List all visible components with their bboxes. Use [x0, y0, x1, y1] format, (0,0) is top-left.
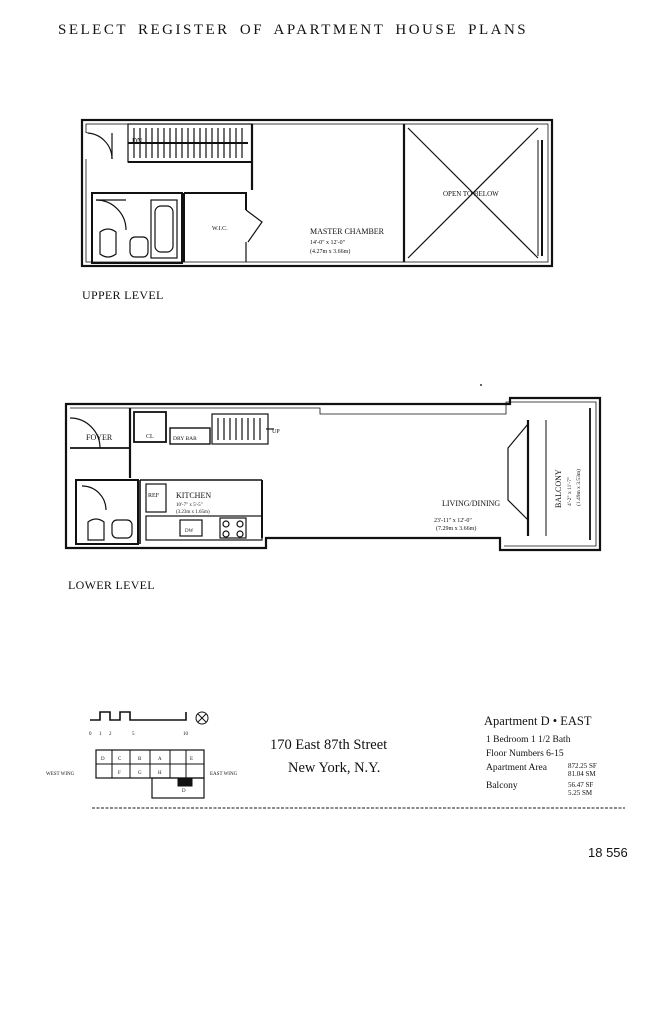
scale-tick-3: 5 [132, 732, 135, 737]
apartment-name: Apartment D • EAST [484, 714, 592, 728]
unit-letter: F [118, 771, 121, 776]
balcony-area-label: Balcony [486, 781, 518, 791]
balcony-dim-m: (1.49m x 3.53m) [576, 469, 582, 506]
page-number: 18 556 [588, 845, 628, 860]
balcony-dim-ft: 4'-2" x 11'-7" [567, 476, 573, 506]
page-title: SELECT REGISTER OF APARTMENT HOUSE PLANS [58, 22, 529, 38]
unit-letter: E [190, 757, 194, 762]
scale-tick-1: 1 [99, 732, 102, 737]
scale-bar [90, 712, 186, 720]
speck [480, 384, 482, 386]
master-chamber-label: MASTER CHAMBER [310, 227, 385, 236]
unit-letter: D [182, 789, 186, 794]
wic-label: W.I.C. [212, 226, 228, 232]
unit-letter: C [118, 757, 122, 762]
floor-numbers: Floor Numbers 6-15 [486, 749, 564, 759]
kitchen-dim-m: (3.23m x 1.65m) [176, 510, 210, 515]
unit-letter: G [138, 771, 142, 776]
foyer-label: FOYER [86, 433, 113, 442]
area-sm: 81.04 SM [568, 770, 596, 778]
dn-label: DN [132, 137, 143, 145]
ref-label: REF [148, 493, 160, 499]
balcony-sf: 56.47 SF [568, 781, 594, 789]
up-label: UP [272, 429, 280, 435]
kitchen-dim-ft: 10'-7" x 5'-5" [176, 503, 203, 508]
kitchen-label: KITCHEN [176, 491, 212, 500]
lower-level-label: LOWER LEVEL [68, 578, 155, 592]
living-dim-m: (7.29m x 3.66m) [436, 526, 477, 532]
lower-level-plan [66, 398, 600, 550]
living-dining-label: LIVING/DINING [442, 499, 501, 508]
living-dim-ft: 23'-11" x 12'-0" [434, 518, 472, 524]
scale-tick-0: 0 [89, 732, 92, 737]
unit-letter: A [158, 757, 162, 762]
open-to-below-label: OPEN TO BELOW [443, 190, 499, 198]
unit-letter: B [138, 757, 142, 762]
closet-label: CL [146, 434, 154, 440]
master-dim-ft: 14'-0" x 12'-0" [310, 240, 346, 246]
bedrooms-baths: 1 Bedroom 1 1/2 Bath [486, 735, 571, 745]
dry-bar-label: DRY BAR [173, 436, 197, 442]
key-plan-labels [46, 732, 238, 794]
address-line-1: 170 East 87th Street [270, 737, 388, 753]
west-wing-label: WEST WING [46, 772, 75, 777]
area-label: Apartment Area [486, 763, 547, 773]
unit-letter: D [101, 757, 105, 762]
unit-letter: H [158, 771, 162, 776]
master-dim-m: (4.27m x 3.66m) [310, 249, 351, 255]
scale-tick-2: 2 [109, 732, 112, 737]
dw-label: DW [185, 529, 194, 534]
key-plan [90, 712, 208, 798]
apartment-info [484, 714, 597, 797]
balcony-sm: 5.25 SM [568, 789, 593, 797]
address-line-2: New York, N.Y. [288, 760, 381, 776]
upper-level-label: UPPER LEVEL [82, 288, 164, 302]
east-wing-label: EAST WING [210, 772, 238, 777]
area-sf: 872.25 SF [568, 762, 597, 770]
balcony-label: BALCONY [554, 469, 563, 508]
scale-tick-4: 10 [183, 732, 188, 737]
